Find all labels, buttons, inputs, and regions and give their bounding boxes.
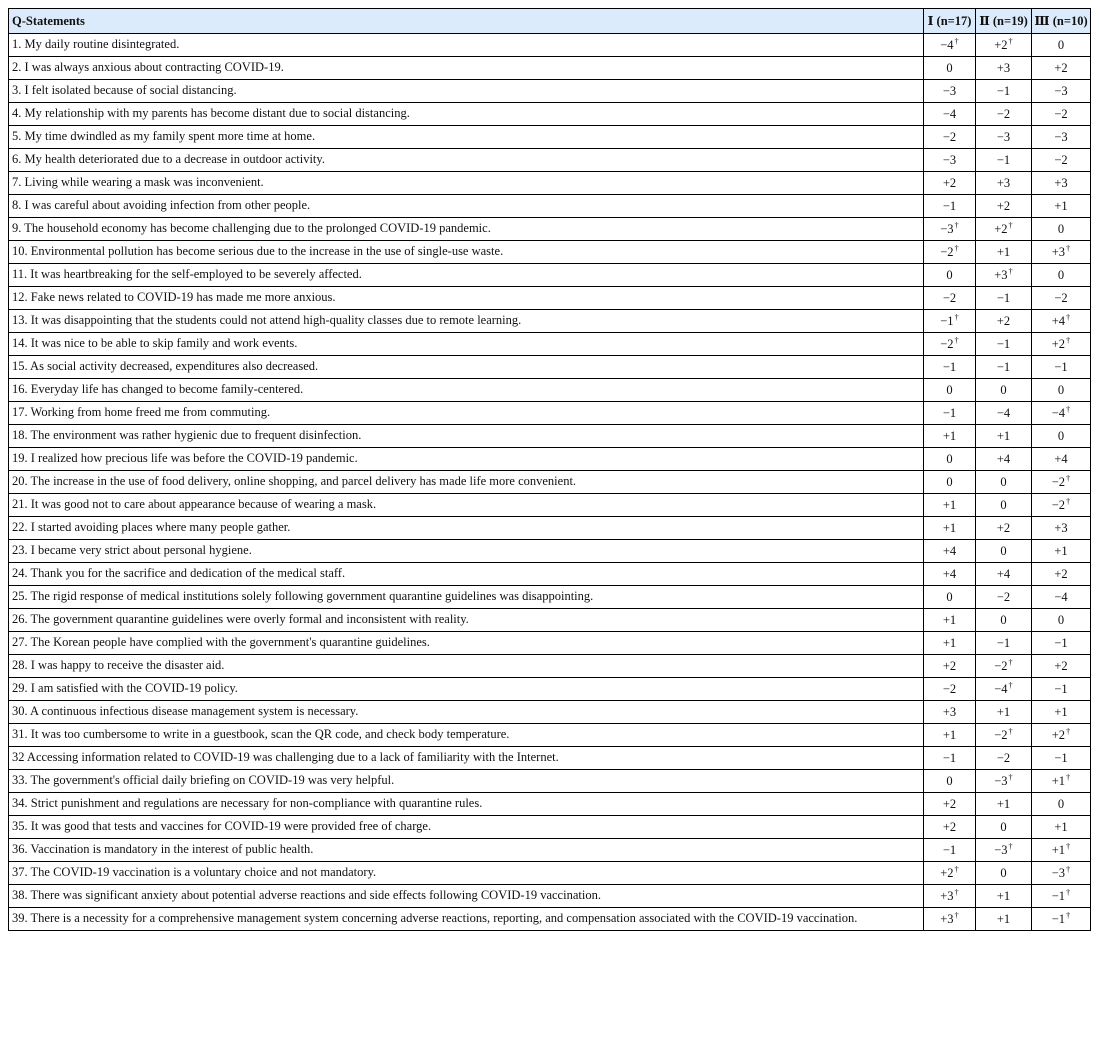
score-value: +2 [1051, 727, 1066, 742]
score-value: −4 [1051, 405, 1066, 420]
factor-1-score-cell [924, 885, 976, 908]
factor-1-score-cell: +2 [924, 816, 976, 839]
statement-cell: 38. There was significant anxiety about potential adverse reactions and side effects following COVID-19 vaccination. [9, 885, 924, 908]
statement-cell: 24. Thank you for the sacrifice and dedication of the medical staff. [9, 563, 924, 586]
score-value: −1 [1051, 911, 1066, 926]
statement-cell: 39. There is a necessity for a comprehensive management system concerning adverse reactions, reporting, and compensation associated with the COVID-19 vaccination. [9, 908, 924, 931]
factor-1-score-cell: +1 [924, 724, 976, 747]
factor-3-score-cell [1032, 862, 1091, 885]
score-value: +2 [940, 865, 954, 880]
dagger-mark: † [1066, 771, 1071, 782]
factor-2-score-cell: 0 [976, 540, 1032, 563]
factor-2-score-cell: +1 [976, 908, 1032, 931]
factor-3-score-cell: +2 [1032, 57, 1091, 80]
statement-cell: 20. The increase in the use of food delivery, online shopping, and parcel delivery has made life more convenient. [9, 471, 924, 494]
score-value: −2 [940, 336, 954, 351]
factor-1-score-cell: 0 [924, 57, 976, 80]
factor-2-score-cell: −1 [976, 632, 1032, 655]
factor-2-score-cell: −4 [976, 402, 1032, 425]
score-value: −4 [994, 681, 1008, 696]
factor-2-score-cell: −1 [976, 287, 1032, 310]
score-value: −1 [1051, 888, 1066, 903]
table-row [9, 241, 1091, 264]
dagger-mark: † [954, 242, 959, 253]
factor-3-score-cell: +2 [1032, 655, 1091, 678]
factor-1-score-cell: −3 [924, 80, 976, 103]
factor-2-score-cell [976, 264, 1032, 287]
factor-3-score-cell: 0 [1032, 34, 1091, 57]
score-value: −3 [994, 773, 1008, 788]
score-value: +2 [1051, 336, 1066, 351]
statement-cell: 17. Working from home freed me from commuting. [9, 402, 924, 425]
factor-2-score-cell: +2 [976, 517, 1032, 540]
factor-3-score-cell: 0 [1032, 793, 1091, 816]
statement-cell: 37. The COVID-19 vaccination is a voluntary choice and not mandatory. [9, 862, 924, 885]
table-row [9, 333, 1091, 356]
factor-1-score-cell: 0 [924, 379, 976, 402]
dagger-mark: † [954, 886, 959, 897]
factor-1-score-cell: −4 [924, 103, 976, 126]
statement-cell: 30. A continuous infectious disease management system is necessary. [9, 701, 924, 724]
factor-1-score-cell: +1 [924, 632, 976, 655]
score-value: −2 [994, 658, 1008, 673]
factor-2-score-cell: −2 [976, 586, 1032, 609]
statement-cell: 12. Fake news related to COVID-19 has made me more anxious. [9, 287, 924, 310]
factor-2-score-cell: +1 [976, 425, 1032, 448]
table-row [9, 126, 1091, 149]
table-row [9, 356, 1091, 379]
factor-2-score-cell [976, 678, 1032, 701]
factor-1-score-cell [924, 908, 976, 931]
statement-cell: 3. I felt isolated because of social distancing. [9, 80, 924, 103]
header-factor-2: Ⅱ (n=19) [976, 9, 1032, 34]
score-value: +1 [1051, 842, 1066, 857]
dagger-mark: † [1066, 311, 1071, 322]
table-row [9, 34, 1091, 57]
statement-cell: 18. The environment was rather hygienic due to frequent disinfection. [9, 425, 924, 448]
table-row [9, 632, 1091, 655]
factor-3-score-cell [1032, 241, 1091, 264]
score-value: +3 [940, 888, 954, 903]
factor-2-score-cell [976, 770, 1032, 793]
dagger-mark: † [1066, 495, 1071, 506]
factor-3-score-cell [1032, 402, 1091, 425]
factor-2-score-cell: −1 [976, 80, 1032, 103]
factor-3-score-cell: +1 [1032, 195, 1091, 218]
table-row [9, 701, 1091, 724]
table-row [9, 287, 1091, 310]
factor-2-score-cell: −2 [976, 103, 1032, 126]
factor-3-score-cell [1032, 494, 1091, 517]
dagger-mark: † [1066, 334, 1071, 345]
table-row [9, 103, 1091, 126]
factor-1-score-cell: +1 [924, 494, 976, 517]
factor-3-score-cell: −1 [1032, 356, 1091, 379]
statement-cell: 10. Environmental pollution has become serious due to the increase in the use of single-use waste. [9, 241, 924, 264]
factor-1-score-cell: −2 [924, 287, 976, 310]
statement-cell: 14. It was nice to be able to skip family and work events. [9, 333, 924, 356]
factor-1-score-cell [924, 333, 976, 356]
header-factor-1: Ⅰ (n=17) [924, 9, 976, 34]
factor-2-score-cell: +1 [976, 885, 1032, 908]
factor-2-score-cell: −3 [976, 126, 1032, 149]
score-value: −4 [940, 37, 954, 52]
dagger-mark: † [1008, 840, 1013, 851]
factor-1-score-cell: +4 [924, 540, 976, 563]
header-q-statements: Q-Statements [9, 9, 924, 34]
table-row [9, 379, 1091, 402]
q-statements-table-wrapper [8, 8, 1091, 931]
table-row [9, 563, 1091, 586]
factor-3-score-cell [1032, 724, 1091, 747]
table-body [9, 34, 1091, 931]
score-value: −1 [940, 313, 954, 328]
factor-1-score-cell: −1 [924, 747, 976, 770]
dagger-mark: † [954, 863, 959, 874]
dagger-mark: † [1066, 840, 1071, 851]
score-value: +3 [940, 911, 954, 926]
score-value: +2 [994, 221, 1008, 236]
dagger-mark: † [954, 311, 959, 322]
statement-cell: 1. My daily routine disintegrated. [9, 34, 924, 57]
table-row [9, 839, 1091, 862]
statement-cell: 25. The rigid response of medical institutions solely following government quarantine guidelines was disappointing. [9, 586, 924, 609]
table-row [9, 770, 1091, 793]
dagger-mark: † [1066, 725, 1071, 736]
factor-2-score-cell: 0 [976, 609, 1032, 632]
table-row [9, 425, 1091, 448]
score-value: +1 [1051, 773, 1066, 788]
factor-1-score-cell: +2 [924, 793, 976, 816]
statement-cell: 8. I was careful about avoiding infection from other people. [9, 195, 924, 218]
factor-1-score-cell [924, 241, 976, 264]
statement-cell: 33. The government's official daily briefing on COVID-19 was very helpful. [9, 770, 924, 793]
table-row [9, 402, 1091, 425]
factor-3-score-cell: −1 [1032, 632, 1091, 655]
factor-1-score-cell [924, 218, 976, 241]
factor-3-score-cell: −3 [1032, 80, 1091, 103]
statement-cell: 26. The government quarantine guidelines were overly formal and inconsistent with reality. [9, 609, 924, 632]
score-value: +3 [1051, 244, 1066, 259]
score-value: +4 [1051, 313, 1066, 328]
factor-3-score-cell: +3 [1032, 517, 1091, 540]
table-row [9, 195, 1091, 218]
score-value: −2 [940, 244, 954, 259]
factor-2-score-cell: −2 [976, 747, 1032, 770]
dagger-mark: † [1008, 219, 1013, 230]
factor-3-score-cell: +2 [1032, 563, 1091, 586]
factor-3-score-cell: −4 [1032, 586, 1091, 609]
factor-2-score-cell [976, 34, 1032, 57]
table-row [9, 655, 1091, 678]
statement-cell: 21. It was good not to care about appearance because of wearing a mask. [9, 494, 924, 517]
factor-2-score-cell [976, 724, 1032, 747]
dagger-mark: † [954, 334, 959, 345]
factor-3-score-cell: 0 [1032, 264, 1091, 287]
table-row [9, 816, 1091, 839]
dagger-mark: † [1008, 771, 1013, 782]
dagger-mark: † [1008, 35, 1013, 46]
table-row [9, 517, 1091, 540]
factor-2-score-cell: −1 [976, 149, 1032, 172]
table-row [9, 172, 1091, 195]
table-row [9, 310, 1091, 333]
dagger-mark: † [954, 219, 959, 230]
score-value: +3 [994, 267, 1008, 282]
factor-1-score-cell: −2 [924, 126, 976, 149]
factor-1-score-cell: 0 [924, 770, 976, 793]
statement-cell: 4. My relationship with my parents has become distant due to social distancing. [9, 103, 924, 126]
factor-2-score-cell [976, 839, 1032, 862]
factor-2-score-cell: 0 [976, 471, 1032, 494]
factor-1-score-cell [924, 34, 976, 57]
statement-cell: 34. Strict punishment and regulations are necessary for non-compliance with quarantine rules. [9, 793, 924, 816]
factor-2-score-cell: −1 [976, 333, 1032, 356]
table-row [9, 448, 1091, 471]
factor-3-score-cell [1032, 839, 1091, 862]
dagger-mark: † [1066, 886, 1071, 897]
factor-3-score-cell: +1 [1032, 816, 1091, 839]
factor-3-score-cell [1032, 333, 1091, 356]
score-value: −3 [1051, 865, 1066, 880]
factor-3-score-cell: 0 [1032, 379, 1091, 402]
statement-cell: 31. It was too cumbersome to write in a guestbook, scan the QR code, and check body temperature. [9, 724, 924, 747]
dagger-mark: † [954, 909, 959, 920]
factor-1-score-cell: −1 [924, 402, 976, 425]
table-row [9, 793, 1091, 816]
factor-3-score-cell: +3 [1032, 172, 1091, 195]
table-row [9, 747, 1091, 770]
factor-1-score-cell: −3 [924, 149, 976, 172]
table-row [9, 494, 1091, 517]
factor-3-score-cell [1032, 885, 1091, 908]
table-row [9, 586, 1091, 609]
factor-2-score-cell: +1 [976, 241, 1032, 264]
score-value: −2 [1051, 474, 1066, 489]
factor-2-score-cell: 0 [976, 816, 1032, 839]
factor-1-score-cell: +4 [924, 563, 976, 586]
factor-2-score-cell: +1 [976, 701, 1032, 724]
dagger-mark: † [954, 35, 959, 46]
dagger-mark: † [1008, 265, 1013, 276]
dagger-mark: † [1066, 909, 1071, 920]
factor-2-score-cell: 0 [976, 494, 1032, 517]
table-row [9, 908, 1091, 931]
factor-1-score-cell: −1 [924, 356, 976, 379]
factor-1-score-cell: +2 [924, 172, 976, 195]
dagger-mark: † [1066, 403, 1071, 414]
factor-1-score-cell: −2 [924, 678, 976, 701]
statement-cell: 32 Accessing information related to COVID-19 was challenging due to a lack of familiarity with the Internet. [9, 747, 924, 770]
dagger-mark: † [1008, 725, 1013, 736]
factor-3-score-cell [1032, 770, 1091, 793]
dagger-mark: † [1008, 656, 1013, 667]
factor-2-score-cell: +4 [976, 448, 1032, 471]
factor-1-score-cell: +1 [924, 425, 976, 448]
factor-3-score-cell: −2 [1032, 287, 1091, 310]
factor-2-score-cell: 0 [976, 862, 1032, 885]
factor-3-score-cell: 0 [1032, 609, 1091, 632]
factor-2-score-cell: +3 [976, 57, 1032, 80]
factor-1-score-cell: 0 [924, 448, 976, 471]
factor-1-score-cell: 0 [924, 471, 976, 494]
factor-3-score-cell: −1 [1032, 747, 1091, 770]
table-row [9, 609, 1091, 632]
factor-3-score-cell: +1 [1032, 540, 1091, 563]
factor-3-score-cell [1032, 310, 1091, 333]
factor-1-score-cell: +1 [924, 517, 976, 540]
score-value: −3 [940, 221, 954, 236]
table-row [9, 885, 1091, 908]
factor-3-score-cell: +1 [1032, 701, 1091, 724]
score-value: −2 [1051, 497, 1066, 512]
statement-cell: 35. It was good that tests and vaccines for COVID-19 were provided free of charge. [9, 816, 924, 839]
factor-1-score-cell: +1 [924, 609, 976, 632]
header-row [9, 9, 1091, 34]
statement-cell: 36. Vaccination is mandatory in the interest of public health. [9, 839, 924, 862]
statement-cell: 9. The household economy has become challenging due to the prolonged COVID-19 pandemic. [9, 218, 924, 241]
factor-1-score-cell [924, 310, 976, 333]
table-row [9, 80, 1091, 103]
factor-3-score-cell [1032, 908, 1091, 931]
factor-1-score-cell [924, 862, 976, 885]
statement-cell: 13. It was disappointing that the students could not attend high-quality classes due to remote learning. [9, 310, 924, 333]
factor-3-score-cell: −3 [1032, 126, 1091, 149]
table-row [9, 678, 1091, 701]
table-row [9, 724, 1091, 747]
dagger-mark: † [1066, 863, 1071, 874]
table-row [9, 862, 1091, 885]
table-row [9, 57, 1091, 80]
factor-3-score-cell: +4 [1032, 448, 1091, 471]
factor-2-score-cell: +4 [976, 563, 1032, 586]
factor-1-score-cell: −1 [924, 195, 976, 218]
table-row [9, 264, 1091, 287]
statement-cell: 28. I was happy to receive the disaster aid. [9, 655, 924, 678]
statement-cell: 16. Everyday life has changed to become family-centered. [9, 379, 924, 402]
statement-cell: 11. It was heartbreaking for the self-employed to be severely affected. [9, 264, 924, 287]
score-value: −3 [994, 842, 1008, 857]
statement-cell: 5. My time dwindled as my family spent more time at home. [9, 126, 924, 149]
score-value: −2 [994, 727, 1008, 742]
factor-2-score-cell: −1 [976, 356, 1032, 379]
dagger-mark: † [1066, 472, 1071, 483]
factor-3-score-cell: 0 [1032, 425, 1091, 448]
factor-2-score-cell: +3 [976, 172, 1032, 195]
table-row [9, 218, 1091, 241]
score-value: +2 [994, 37, 1008, 52]
factor-3-score-cell [1032, 471, 1091, 494]
statement-cell: 29. I am satisfied with the COVID-19 policy. [9, 678, 924, 701]
header-factor-3: Ⅲ (n=10) [1032, 9, 1091, 34]
factor-1-score-cell: 0 [924, 264, 976, 287]
factor-1-score-cell: +3 [924, 701, 976, 724]
statement-cell: 6. My health deteriorated due to a decrease in outdoor activity. [9, 149, 924, 172]
factor-1-score-cell: +2 [924, 655, 976, 678]
factor-2-score-cell [976, 218, 1032, 241]
factor-2-score-cell: +1 [976, 793, 1032, 816]
factor-2-score-cell: +2 [976, 195, 1032, 218]
factor-2-score-cell: +2 [976, 310, 1032, 333]
factor-1-score-cell: −1 [924, 839, 976, 862]
statement-cell: 23. I became very strict about personal hygiene. [9, 540, 924, 563]
statement-cell: 15. As social activity decreased, expenditures also decreased. [9, 356, 924, 379]
factor-3-score-cell: −1 [1032, 678, 1091, 701]
statement-cell: 2. I was always anxious about contracting COVID-19. [9, 57, 924, 80]
factor-1-score-cell: 0 [924, 586, 976, 609]
table-row [9, 540, 1091, 563]
dagger-mark: † [1066, 242, 1071, 253]
table-row [9, 471, 1091, 494]
statement-cell: 27. The Korean people have complied with the government's quarantine guidelines. [9, 632, 924, 655]
q-statements-table [8, 8, 1091, 931]
statement-cell: 22. I started avoiding places where many people gather. [9, 517, 924, 540]
factor-3-score-cell: −2 [1032, 103, 1091, 126]
factor-2-score-cell: 0 [976, 379, 1032, 402]
statement-cell: 7. Living while wearing a mask was inconvenient. [9, 172, 924, 195]
factor-2-score-cell [976, 655, 1032, 678]
factor-3-score-cell: −2 [1032, 149, 1091, 172]
statement-cell: 19. I realized how precious life was before the COVID-19 pandemic. [9, 448, 924, 471]
dagger-mark: † [1008, 679, 1013, 690]
table-row [9, 149, 1091, 172]
factor-3-score-cell: 0 [1032, 218, 1091, 241]
